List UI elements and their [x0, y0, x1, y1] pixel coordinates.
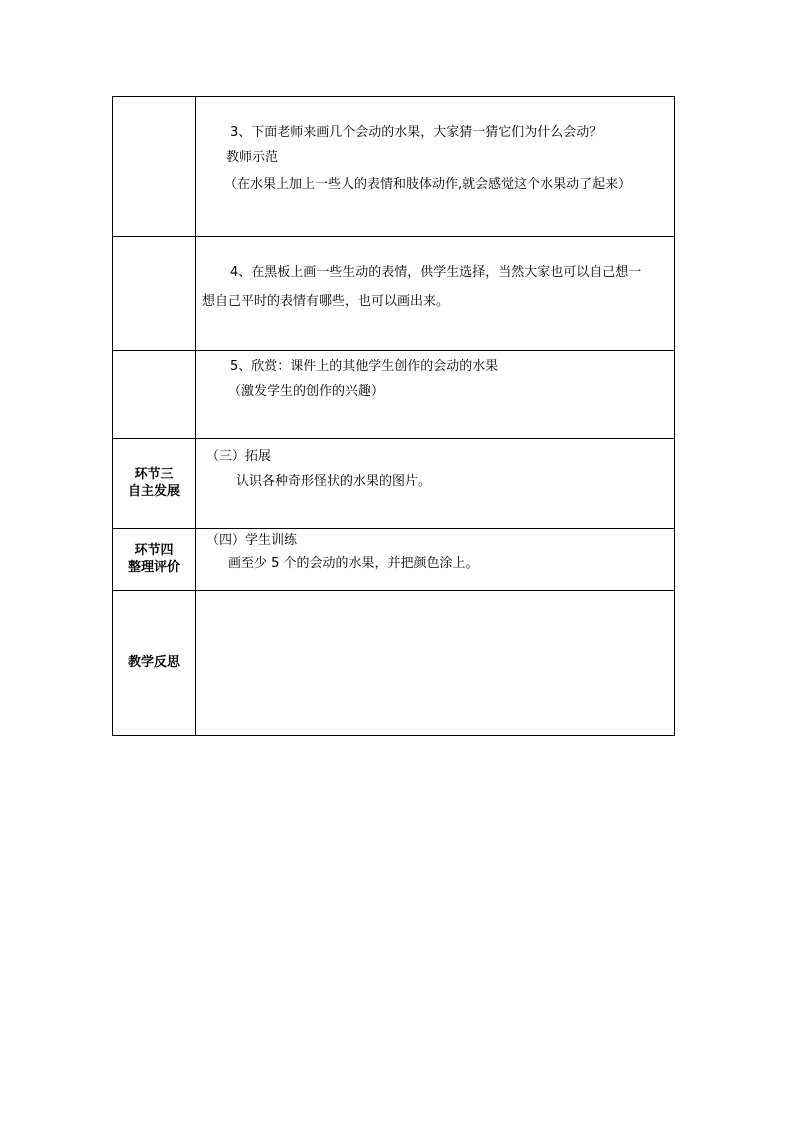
- table-row: [113, 529, 675, 591]
- reflection-content: [196, 591, 675, 736]
- step-3-text: 3、下面老师来画几个会动的水果，大家猜一猜它们为什么会动？: [230, 125, 603, 140]
- section-3-body: 认识各种奇形怪状的水果的图片。: [236, 473, 432, 489]
- section-4-label: [113, 529, 196, 591]
- section-4-label-line2: 整理评价: [127, 559, 180, 575]
- row-content: [196, 439, 675, 529]
- section-4-body: 画至少 5 个的会动的水果，并把颜色涂上。: [228, 555, 479, 571]
- row-label: [113, 237, 196, 351]
- row-content: [196, 351, 675, 439]
- row-label: [113, 351, 196, 439]
- row-content: [196, 529, 675, 591]
- reflection-label: 教学反思: [113, 591, 196, 736]
- table-row: [113, 237, 675, 351]
- lesson-plan-table: [112, 96, 675, 736]
- table-row: [113, 351, 675, 439]
- section-4-heading: （四）学生训练: [206, 533, 298, 548]
- section-3-label: [113, 439, 196, 529]
- section-4-label-line1: 环节四: [134, 542, 174, 558]
- table-row: [113, 439, 675, 529]
- step-4-text: 4、在黑板上画一些生动的表情，供学生选择，当然大家也可以自己想一: [230, 265, 642, 280]
- table-row: [113, 591, 675, 736]
- step-5-text: 5、欣赏：课件上的其他学生创作的会动的水果: [230, 359, 499, 374]
- step-4-continued-text: 想自己平时的表情有哪些，也可以画出来。: [202, 293, 450, 309]
- section-3-heading: （三）拓展: [206, 449, 272, 464]
- section-3-label-line1: 环节三: [134, 466, 174, 482]
- row-label: [113, 97, 196, 237]
- teacher-demo-text: 教师示范: [226, 149, 279, 165]
- section-3-label-line2: 自主发展: [127, 483, 180, 499]
- demo-note-text: （在水果上加上一些人的表情和肢体动作,就会感觉这个水果动了起来）: [224, 176, 632, 192]
- table-row: [113, 97, 675, 237]
- row-content: [196, 97, 675, 237]
- row-content: [196, 237, 675, 351]
- step-5-note-text: （激发学生的创作的兴趣）: [228, 383, 385, 399]
